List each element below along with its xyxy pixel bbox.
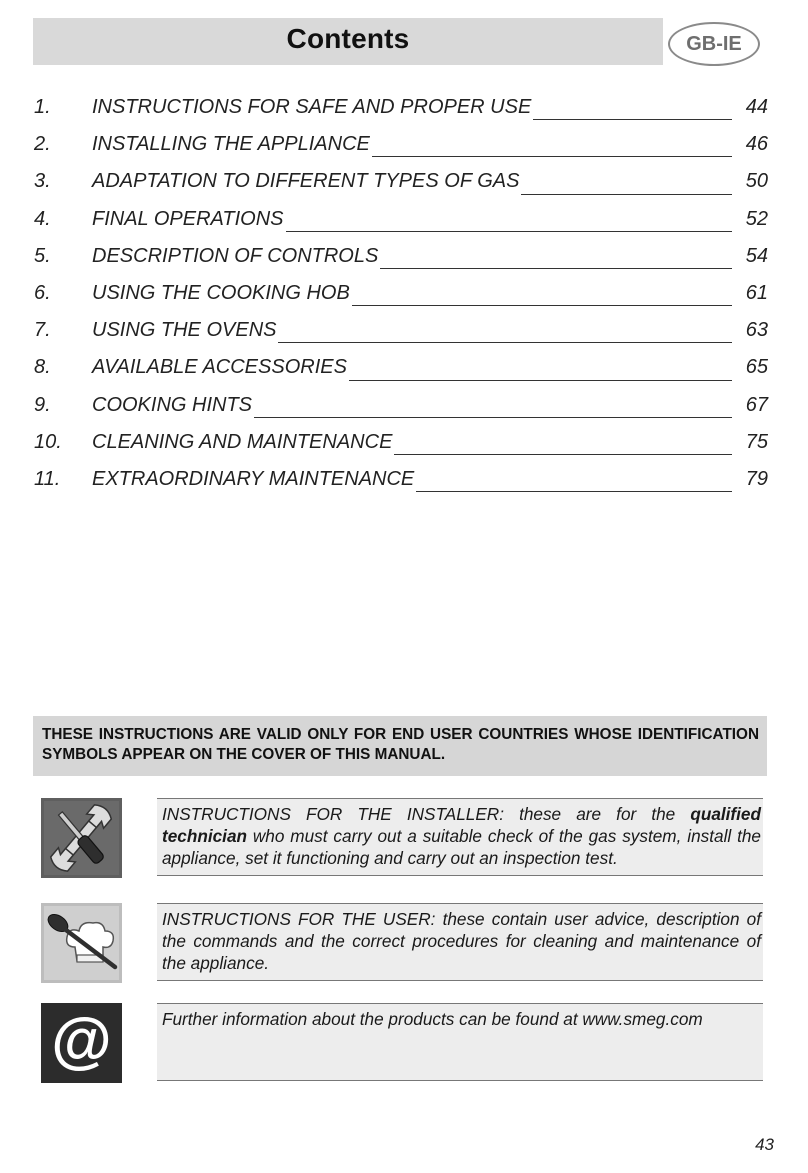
toc-leader bbox=[254, 417, 732, 418]
language-badge: GB-IE bbox=[668, 22, 760, 66]
toc-title: EXTRAORDINARY MAINTENANCE bbox=[92, 467, 415, 490]
toc-number: 5. bbox=[34, 244, 51, 267]
toc-number: 10. bbox=[34, 430, 62, 453]
toc-page: 52 bbox=[745, 207, 768, 230]
toc-number: 3. bbox=[34, 170, 51, 193]
table-of-contents bbox=[34, 96, 768, 505]
toc-entry[interactable] bbox=[34, 208, 768, 245]
toc-leader bbox=[394, 454, 732, 455]
toc-leader bbox=[278, 342, 732, 343]
at-sign-icon bbox=[41, 1003, 122, 1083]
user-info-text: INSTRUCTIONS FOR THE USER: these contain user advice, description of the commands and the correct procedures for cleaning and maintenance of the appliance. bbox=[157, 903, 763, 981]
toc-page: 65 bbox=[745, 356, 768, 379]
toc-number: 8. bbox=[34, 356, 51, 379]
toc-page: 54 bbox=[745, 244, 768, 267]
toc-page: 46 bbox=[745, 133, 768, 156]
toc-title: FINAL OPERATIONS bbox=[92, 207, 284, 230]
installer-text-part1: INSTRUCTIONS FOR THE INSTALLER: these are for the bbox=[162, 804, 691, 824]
toc-number: 4. bbox=[34, 207, 51, 230]
toc-title: ADAPTATION TO DIFFERENT TYPES OF GAS bbox=[92, 170, 520, 193]
toc-page: 44 bbox=[745, 96, 768, 118]
toc-leader bbox=[352, 305, 732, 306]
toc-entry[interactable] bbox=[34, 282, 768, 319]
toc-title: INSTALLING THE APPLIANCE bbox=[92, 133, 370, 156]
toc-page: 63 bbox=[745, 319, 768, 342]
toc-page: 67 bbox=[745, 393, 768, 416]
title-bar bbox=[33, 18, 663, 65]
toc-leader bbox=[380, 268, 732, 269]
toc-number: 9. bbox=[34, 393, 51, 416]
toc-leader bbox=[416, 491, 732, 492]
toc-leader bbox=[521, 194, 732, 195]
toc-leader bbox=[533, 119, 732, 120]
toc-entry[interactable] bbox=[34, 319, 768, 356]
toc-entry[interactable] bbox=[34, 468, 768, 505]
installer-text-bold: qualified technician bbox=[162, 804, 761, 846]
toc-leader bbox=[286, 231, 732, 232]
toc-entry[interactable] bbox=[34, 170, 768, 207]
toc-number: 6. bbox=[34, 281, 51, 304]
toc-title: COOKING HINTS bbox=[92, 393, 253, 416]
toc-leader bbox=[349, 380, 732, 381]
toc-title: USING THE OVENS bbox=[92, 319, 277, 342]
toc-title: DESCRIPTION OF CONTROLS bbox=[92, 244, 379, 267]
toc-page: 50 bbox=[745, 170, 768, 193]
toc-leader bbox=[372, 156, 732, 157]
toc-entry[interactable] bbox=[34, 431, 768, 468]
web-info-text: Further information about the products can be found at www.smeg.com bbox=[157, 1003, 763, 1081]
svg-text:@: @ bbox=[51, 1006, 112, 1075]
validity-notice: THESE INSTRUCTIONS ARE VALID ONLY FOR END USER COUNTRIES WHOSE IDENTIFICATION SYMBOLS APPEAR ON THE COVER OF THIS MANUAL. bbox=[33, 716, 767, 776]
toc-title: INSTRUCTIONS FOR SAFE AND PROPER USE bbox=[92, 96, 532, 118]
toc-number: 1. bbox=[34, 96, 51, 118]
page-number: 43 bbox=[755, 1135, 774, 1154]
toc-entry[interactable] bbox=[34, 394, 768, 431]
installer-info-text bbox=[157, 798, 763, 876]
toc-number: 7. bbox=[34, 319, 51, 342]
toc-entry[interactable] bbox=[34, 133, 768, 170]
toc-page: 79 bbox=[745, 467, 768, 490]
toc-title: USING THE COOKING HOB bbox=[92, 281, 350, 304]
toc-entry[interactable] bbox=[34, 245, 768, 282]
installer-text-part2: who must carry out a suitable check of the gas system, install the appliance, set it functioning and carry out an inspection test. bbox=[162, 826, 761, 868]
toc-number: 11. bbox=[34, 467, 61, 490]
toc-number: 2. bbox=[34, 133, 51, 156]
toc-page: 61 bbox=[745, 281, 768, 304]
toc-entry[interactable] bbox=[34, 96, 768, 133]
toc-title: AVAILABLE ACCESSORIES bbox=[92, 356, 347, 379]
page-title: Contents bbox=[286, 22, 410, 54]
toc-entry[interactable] bbox=[34, 356, 768, 393]
chef-spoon-icon bbox=[41, 903, 122, 983]
toc-page: 75 bbox=[745, 430, 768, 453]
tools-icon bbox=[41, 798, 122, 878]
toc-title: CLEANING AND MAINTENANCE bbox=[92, 430, 393, 453]
